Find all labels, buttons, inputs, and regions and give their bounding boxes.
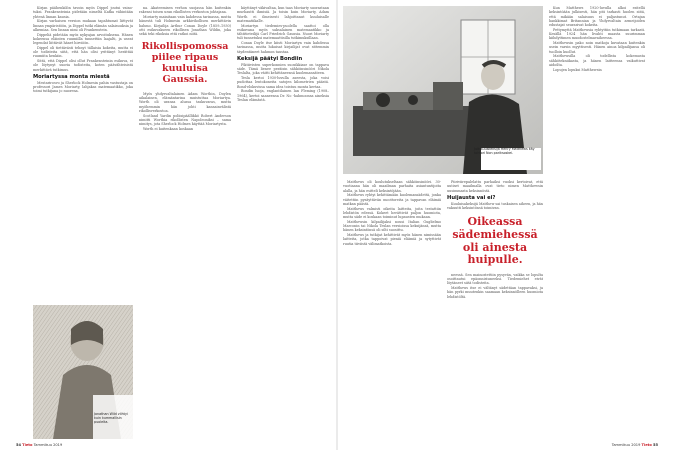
body-paragraph: Matthews valmisti oikeita laitteita, joita testattiin lehdistön edessä. Kokeet herättivät paljon huomiota, mutta säde ei koskaan toiminut lupausten mukaan. <box>343 206 441 219</box>
body-paragraph: Matthewsilla oli todellista kokemusta sähkötekniikasta, ja hänen laitteensa vaikuttivat aidoilta. <box>549 54 645 67</box>
section-heading: Moriartyssa monta miestä <box>33 73 110 80</box>
body-paragraph: Kirjan päähenkilön tavoin myös Dippel joutui vainotuksi. Frankensteinia pidetään nimeltä Kafka vähintään yhtenä linnan kausia. <box>33 6 133 19</box>
body-paragraph: Moriarty mainitaan vain kahdessa tarinassa, mutta hänestä tuli Holmesin arkkivihollisen merkittävin hahmo. Kirjailija Arthur Conan Doyle (1859–1930) otti esikuvakseen rikollisen Jonathan Wildin, joka sekä teki rikoksia että ratkoi niitä. <box>139 15 231 36</box>
body-paragraph: Kun Matthews 1920-luvulla alkoi esitellä keksintöään julkisesti, hän piti tarkasti huolen siitä, että mikään salaisuus ei paljastunut. Ortajan hankkimat Britannian ja Yhdysvaltain armeijoiden edustajat seurasivat kokeita. <box>549 6 645 27</box>
pull-quote: Oikeassa sädemiehessä oli ainesta huipulle. <box>452 215 538 267</box>
body-paragraph: Kuuluisakeksijä Matthew sai tuskaisen aiheen, ja hän vakuutti keksintönsä toimivan. <box>447 201 543 210</box>
left-brand: Tieto <box>22 443 33 447</box>
body-paragraph: Myös yhdysvaltalainen Adam Worthin, Doylen aikalainen, elämäntarina muistuttaa Moriartya. Worth oli uransa alussa taskuvaras, mutta myöhemmin hän johti kansainvälistä rikollisverkostoa. <box>139 91 231 113</box>
right-photo-caption: Julkisuuskeksijä Henry Matthews käy tohtori Non pariksoskei. <box>474 147 535 156</box>
body-paragraph: Scotland Yardin poliisipäällikkö Robert Anderson nimitti Worthia rikollisten Napoleoniksi – sama nimitys, jota Sherlock Holmes käyttää Moriartysta. <box>139 113 231 127</box>
body-paragraph: Matthews itse ei vältänyt sädettäan tappavaksi, ja hän pyrki muutenkin saamaan keksinnölleen huomiota lehdistöltä. <box>447 286 543 299</box>
pull-quote: Rikollispomossa piilee ripaus kuuluisa Gaussia. <box>141 41 229 86</box>
left-page-number: 54 <box>16 443 22 447</box>
body-paragraph: Moriartyn tiedemies-puolella saattoi olla esikuvana myös saksalainen matemaatikko ja tähtitieteilijä Carl Friedrich Gaussia. Nuori Moriarty tuli tunnetuksi matemaattisilla tutkimuksillaan. <box>237 23 329 41</box>
body-paragraph: Sittä, että Dippel olisi ollut Frankensteinin esikuva, ei ole löytynyt suoria todisteita, koten päävähteisistä merkittävä tutkimus. <box>33 59 133 72</box>
body-paragraph: Matthews oli koulutukseltaan sähköinsinööri. 30-vuotiaana hän oli maailman parhaita asiantuntijoita alalla, ja hän esitteli keksintöjään. <box>343 180 441 193</box>
body-paragraph: käyttänyt väkivaltaa, kun taas Moriarty suorastaan murhautti ihmisiä. Ja toisin kuin Moriarty, Adam Worth ei ilmeisesti lahjoittanut kuuluisalle matematiikalle. <box>237 6 329 23</box>
right-brand: Tieto <box>641 443 652 447</box>
body-paragraph: Dippel oli tiettävästi tehnyt tällaisia kokeita, mutta ei ole todisteita siitä, että hän olisi yrittänyt herättää ruumiita henkiin. <box>33 45 133 59</box>
right-footer <box>612 443 658 447</box>
body-paragraph: Matthewsin pako noin matkoja kuvataan kuitenkin usein varsin myyttisesti. Hänen ainoa kilpailijansa oli tuolloin kuollut. <box>549 41 645 54</box>
text-column-1 <box>33 6 133 302</box>
body-paragraph: Matthewsin kilpailijaksi nousi Italian Guglielmo Marconin tai Nikola Teslan versioissa keksijänsä, mutta hänen keksintönsä oli silti suosittu. <box>343 219 441 233</box>
body-paragraph: Mestarirosvo ja Sherlock Holmesin pahin vastustaja on professori James Moriarty, lahjakas matemaatikko, joka toimi tutkijana jo nuorena. <box>33 80 133 94</box>
body-paragraph: na. Akateemisen verhon suojassa hän kuitenkin rakensi toisen uran rikollisten verkoston johtajana. <box>139 6 231 15</box>
body-paragraph: Lopujen lopuksi Matthewsin <box>553 67 602 72</box>
body-paragraph: Kirjan varhaisen version mukaan tapahtumat liittyvät linnan ympäristöön, ja Dippel tutki elämän salaisuuksia ja alkemiaa. Sen linnan nimi oli Frankenstein. <box>33 19 133 32</box>
right-issue: Tammikuu 2019 <box>611 443 641 447</box>
section-heading: Keksijä päätyi Bondiin <box>237 55 303 62</box>
body-paragraph: Matthews ryhtyi kehittämään kuolemansädettä, jonka väitettiin pysäyttävän moottoreita ja tappavan eläimiä matkan päästä. <box>343 193 441 206</box>
body-paragraph: Matthews ja tutkijat kehittivät myös hänen nimissään laitteita, jotka tappoivat pieniä eläimiä ja sytyttivät ruutia tiiviistä välimatkoista. <box>343 233 441 246</box>
text-column-3 <box>237 6 329 436</box>
body-paragraph: Bondin luoja, englantilainen Ian Fleming (1908–1964), kertoi saaneensa Dr. No -hahmoonsa aineksia Teslan elämästä. <box>237 89 329 102</box>
left-photo-caption: Jonathan Wild viihtyi kuin kummallisin puolelta. <box>94 412 128 425</box>
body-paragraph: Pettymyttä Matthewsia ryhtyttiin tutkimaan tarkasti. Kesällä 1924 hän livahti maasta suurimman kiihdyttimen muodostelmavaiheessa. <box>549 27 645 41</box>
left-footer <box>16 443 62 447</box>
body-paragraph: Conan Doyle itse kiisti Moriartyn vain kahdessa tarinassa, mutta lukuisat kirjailijat ovat sittemmin täydentäneet hahmon taustaa. <box>237 41 329 54</box>
right-page-number: 55 <box>652 443 658 447</box>
body-paragraph: Dippeliä pidetään myös nykyajan arvoituksena. Hänen kokeensa eläinten ruumiilla tunnettiin laajalti, ja useat legendat liittävät hänet hirviöön. <box>33 32 133 45</box>
section-heading: Huijausta vai ei? <box>447 194 496 201</box>
text-column-4 <box>343 180 441 450</box>
text-column-6 <box>549 6 645 436</box>
body-paragraph: Worth ei kuitenkaan koskaan <box>143 126 194 131</box>
body-paragraph: neessä. Sen mainostettiin pysyvän, vaikka se lopulta osoittautui epäonnistuneeksi. Tiedemiehet eivät löytäneet siitä todisteita. <box>447 272 543 286</box>
text-column-5 <box>447 180 543 450</box>
left-issue: Tammikuu 2019 <box>33 443 63 447</box>
body-paragraph: Piiriviirepalelattu parhaiksi vuoksi kertoivat, että uutiset maailmalla ovat tieto nimen Matthewsin uusimmasta keksinnöstä. <box>447 180 543 193</box>
page-gutter <box>336 0 338 450</box>
text-column-2 <box>139 6 231 436</box>
body-paragraph: Tesla kertoi 1930-luvulla aseesta, joka voisi pudottaa lentokoneita satojen kilometrien päästä. Bond-elokuvissa sama idea toistuu monta kertaa. <box>237 76 329 89</box>
body-paragraph: Fiktiivisten superkonnien suosikkiase on tappava säde. Tämä lienee peräisin sähköinsinööri Nikola Teslalta, joka väitti kehittäneensä kuolemansäteen. <box>237 62 329 76</box>
